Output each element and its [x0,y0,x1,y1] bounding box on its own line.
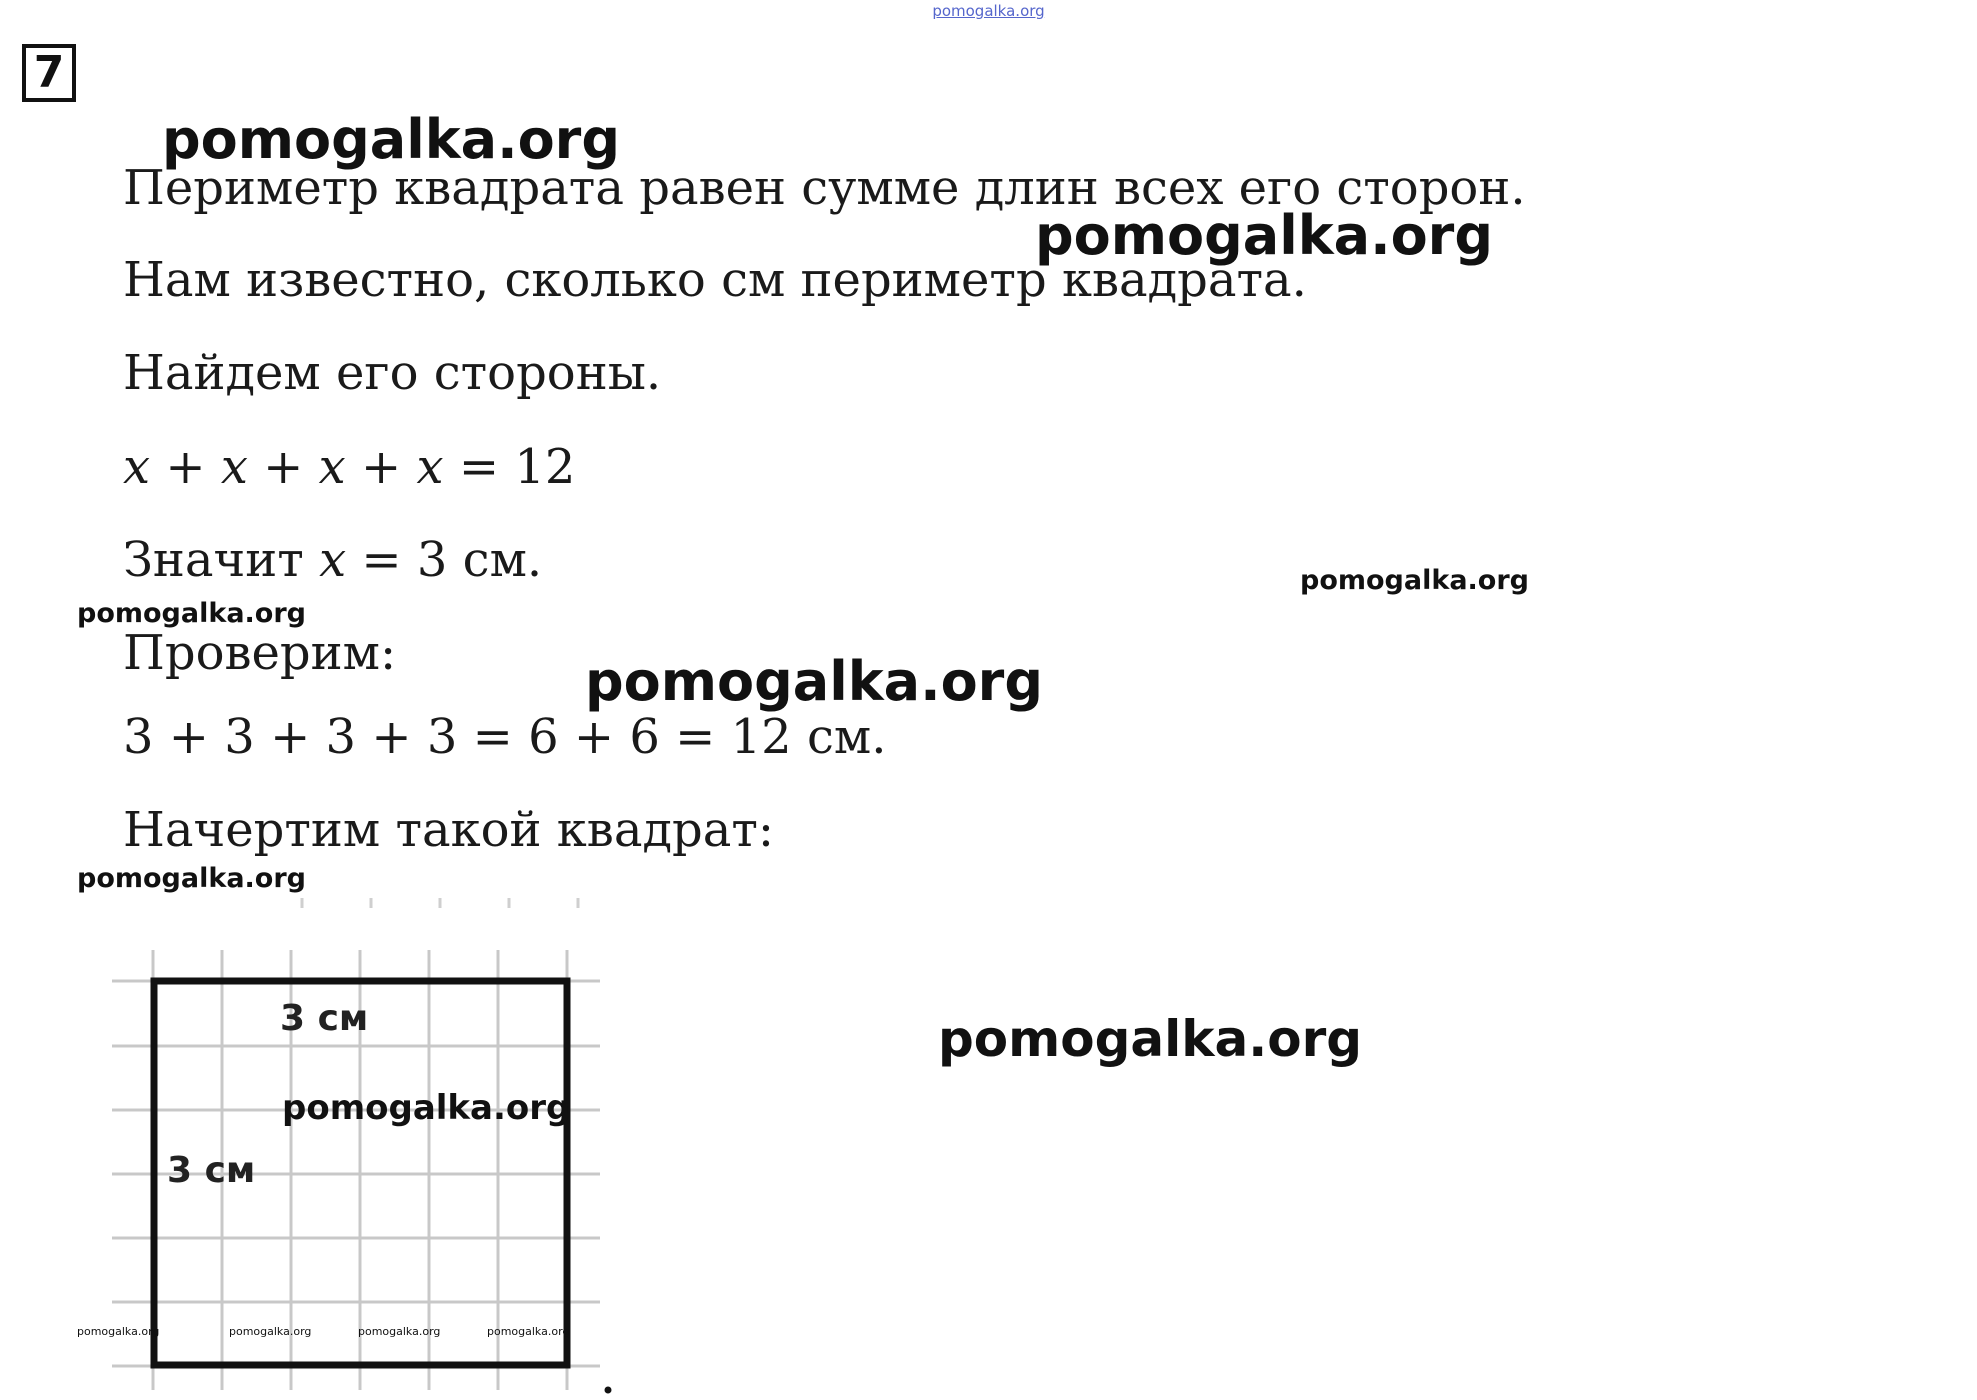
watermark-7: pomogalka.org [938,1010,1363,1068]
equation-plus-1: + [165,439,206,495]
watermark-3: pomogalka.org [1300,565,1529,596]
equation-var-3: x [318,439,346,495]
watermark-2: pomogalka.org [1035,204,1493,267]
conclusion-var: x [319,532,347,588]
task-number: 7 [22,44,76,102]
faint-ticks [302,898,578,908]
equation-var-2: x [220,439,248,495]
watermark-11: pomogalka.org [358,1325,441,1338]
solution-line-1: Периметр квадрата равен сумме длин всех его сторон. [123,160,1526,216]
watermark-9: pomogalka.org [77,1325,160,1338]
watermark-8: pomogalka.org [282,1088,571,1128]
check-expression: 3 + 3 + 3 + 3 = 6 + 6 = 12 см. [123,709,887,765]
equation-equals: = [458,439,500,495]
site-watermark-top[interactable]: pomogalka.org [932,2,1045,20]
equation-var-1: x [123,439,151,495]
check-label: Проверим: [123,625,397,681]
square-top-label: 3 см [280,998,369,1039]
watermark-5: pomogalka.org [585,650,1043,713]
watermark-12: pomogalka.org [487,1325,570,1338]
solution-line-3: Найдем его стороны. [123,345,662,401]
conclusion-rest: = 3 см. [361,532,543,588]
equation-var-4: x [416,439,444,495]
watermark-6: pomogalka.org [77,863,306,894]
watermark-10: pomogalka.org [229,1325,312,1338]
equation-plus-2: + [263,439,304,495]
square-left-label: 3 см [167,1150,256,1191]
solution-line-2: Нам известно, сколько см периметр квадрата. [123,252,1307,308]
equation-result: 12 [514,439,576,495]
watermark-1: pomogalka.org [162,108,620,171]
equation-plus-3: + [361,439,402,495]
watermark-4: pomogalka.org [77,598,306,629]
draw-label: Начертим такой квадрат: [123,802,775,858]
trailing-dot [605,1387,612,1394]
conclusion-prefix: Значит [123,532,304,588]
